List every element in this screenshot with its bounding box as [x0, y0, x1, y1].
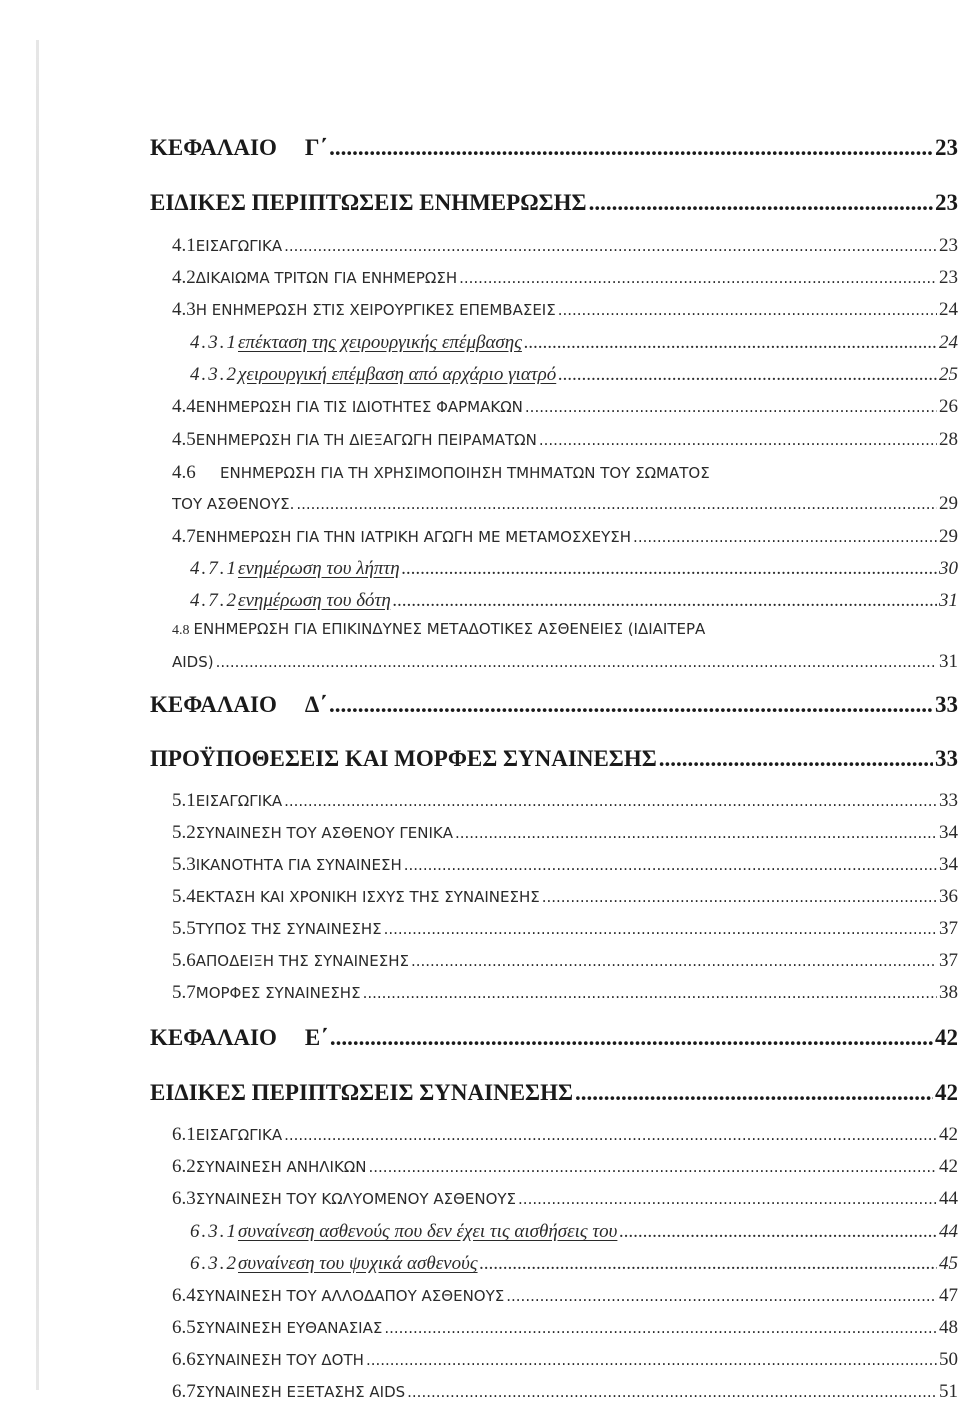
section-entry — [172, 620, 958, 639]
entry-number: 4.3.1 — [190, 332, 238, 353]
dot-leader — [589, 190, 933, 216]
page-number: 23 — [939, 235, 958, 256]
page-number: 44 — [939, 1221, 958, 1242]
page-number: 30 — [939, 558, 958, 579]
section-entry — [172, 462, 958, 484]
entry-number: 5.4 — [172, 886, 196, 907]
entry-title: ΣΥΝΑΙΝΕΣΗ ΕΞΕΤΑΣΗΣ AIDS — [195, 1383, 406, 1401]
page-number: 50 — [939, 1349, 958, 1370]
dot-leader — [459, 269, 937, 287]
chapter-heading — [150, 135, 958, 161]
entry-number: 4.8 — [172, 623, 190, 638]
page-number: 24 — [939, 299, 958, 320]
section-entry-continuation — [172, 493, 958, 515]
dot-leader — [539, 431, 937, 449]
dot-leader — [411, 952, 937, 970]
dot-leader — [296, 495, 937, 513]
entry-number: 5.3 — [172, 854, 196, 875]
entry-title: ΕΚΤΑΣΗ ΚΑΙ ΧΡΟΝΙΚΗ ΙΣΧΥΣ ΤΗΣ ΣΥΝΑΙΝΕΣΗΣ — [195, 888, 540, 906]
section-entry — [172, 429, 958, 451]
dot-leader — [384, 920, 937, 938]
entry-title: ΠΡΟΫΠΟΘΕΣΕΙΣ ΚΑΙ ΜΟΡΦΕΣ ΣΥΝΑΙΝΕΣΗΣ — [150, 746, 657, 771]
dot-leader — [369, 1158, 938, 1176]
entry-number: ΚΕΦΑΛΑΙΟ — [150, 1025, 277, 1050]
section-entry — [172, 886, 958, 908]
dot-leader — [558, 364, 937, 386]
section-entry — [172, 982, 958, 1004]
subsection-entry — [190, 332, 958, 354]
entry-number: 4.7.2 — [190, 590, 238, 611]
page-number: 38 — [939, 982, 958, 1003]
section-entry — [172, 822, 958, 844]
chapter-heading — [150, 692, 958, 718]
chapter-heading — [150, 1080, 958, 1106]
chapter-heading — [150, 746, 958, 772]
entry-title: ενημέρωση του λήπτη — [238, 558, 400, 579]
dot-leader — [393, 590, 937, 612]
section-entry — [172, 267, 958, 289]
dot-leader — [558, 301, 937, 319]
page-number: 24 — [939, 332, 958, 353]
dot-leader — [330, 1025, 933, 1051]
page-number: 37 — [939, 918, 958, 939]
entry-title: ΕΙΣΑΓΩΓΙΚΑ — [195, 792, 283, 810]
entry-title: ενημέρωση του δότη — [238, 590, 391, 611]
entry-title: ΕΙΣΑΓΩΓΙΚΑ — [195, 1126, 283, 1144]
page-number: 28 — [939, 429, 958, 450]
page-number: 45 — [939, 1253, 958, 1274]
page-number: 29 — [939, 526, 958, 547]
dot-leader — [329, 692, 933, 718]
entry-title: ΜΟΡΦΕΣ ΣΥΝΑΙΝΕΣΗΣ — [195, 984, 361, 1002]
entry-number: 6.1 — [172, 1124, 196, 1145]
entry-title: ΕΝΗΜΕΡΩΣΗ ΓΙΑ ΤΗΝ ΙΑΤΡΙΚΗ ΑΓΩΓΗ ΜΕ ΜΕΤΑΜΟΣΧΕΥΣΗ — [195, 528, 632, 546]
page-number: 23 — [939, 267, 958, 288]
section-entry — [172, 396, 958, 418]
dot-leader — [633, 528, 937, 546]
dot-leader — [216, 653, 937, 671]
dot-leader — [659, 746, 933, 772]
subsection-entry — [190, 364, 958, 386]
entry-number: 4.4 — [172, 396, 196, 417]
dot-leader — [402, 558, 937, 580]
page-number: 31 — [939, 651, 958, 672]
page-number: 34 — [939, 854, 958, 875]
page-number: 31 — [939, 590, 958, 611]
entry-number: 4.7 — [172, 526, 196, 547]
entry-title: ΙΚΑΝΟΤΗΤΑ ΓΙΑ ΣΥΝΑΙΝΕΣΗ — [195, 856, 402, 874]
subsection-entry — [190, 590, 958, 612]
entry-title: ΕΙΔΙΚΕΣ ΠΕΡΙΠΤΩΣΕΙΣ ΣΥΝΑΙΝΕΣΗΣ — [150, 1080, 573, 1105]
section-entry-continuation — [172, 651, 958, 673]
entry-title: ΣΥΝΑΙΝΕΣΗ ΤΟΥ ΔΟΤΗ — [195, 1351, 364, 1369]
entry-title: χειρουργική επέμβαση από αρχάριο γιατρό — [238, 364, 557, 385]
entry-title: ΕΝΗΜΕΡΩΣΗ ΓΙΑ ΤΗ ΧΡΗΣΙΜΟΠΟΙΗΣΗ ΤΜΗΜΑΤΩΝ ΤΟΥ ΣΩΜΑΤΟΣ — [220, 464, 710, 482]
entry-title: ΕΝΗΜΕΡΩΣΗ ΓΙΑ ΕΠΙΚΙΝΔΥΝΕΣ ΜΕΤΑΔΟΤΙΚΕΣ ΑΣΘΕΝΕΙΕΣ (ΙΔΙΑΙΤΕΡΑ — [193, 620, 706, 638]
entry-title: επέκταση της χειρουργικής επέμβασης — [238, 332, 522, 353]
entry-title: ΕΙΣΑΓΩΓΙΚΑ — [195, 237, 283, 255]
entry-number: 4.1 — [172, 235, 196, 256]
entry-title: ΤΥΠΟΣ ΤΗΣ ΣΥΝΑΙΝΕΣΗΣ — [195, 920, 382, 938]
entry-title: ΣΥΝΑΙΝΕΣΗ ΑΝΗΛΙΚΩΝ — [195, 1158, 367, 1176]
page-number: 42 — [935, 1025, 958, 1050]
page-number: 29 — [939, 493, 958, 514]
entry-number: 5.7 — [172, 982, 196, 1003]
entry-number: 4.7.1 — [190, 558, 238, 579]
page-number: 33 — [935, 746, 958, 771]
section-entry — [172, 1285, 958, 1307]
entry-title: ΣΥΝΑΙΝΕΣΗ ΕΥΘΑΝΑΣΙΑΣ — [195, 1319, 383, 1337]
entry-number: 4.3 — [172, 299, 196, 320]
section-entry — [172, 299, 958, 321]
dot-leader — [284, 1126, 937, 1144]
page-number: 44 — [939, 1188, 958, 1209]
section-entry — [172, 1188, 958, 1210]
entry-number: ΚΕΦΑΛΑΙΟ — [150, 692, 277, 717]
page-number: 33 — [939, 790, 958, 811]
entry-number: 4.3.2 — [190, 364, 238, 385]
entry-number: 5.5 — [172, 918, 196, 939]
dot-leader — [284, 792, 937, 810]
dot-leader — [284, 237, 937, 255]
page-number: 48 — [939, 1317, 958, 1338]
entry-title: συναίνεση ασθενούς που δεν έχει τις αισθήσεις του — [238, 1221, 618, 1242]
page-number: 36 — [939, 886, 958, 907]
section-entry — [172, 1349, 958, 1371]
entry-number: 6.6 — [172, 1349, 196, 1370]
entry-number: 6.3 — [172, 1188, 196, 1209]
entry-number: 5.1 — [172, 790, 196, 811]
dot-leader — [480, 1253, 937, 1275]
dot-leader — [542, 888, 937, 906]
page-number: 51 — [939, 1381, 958, 1402]
entry-title: ΕΝΗΜΕΡΩΣΗ ΓΙΑ ΤΙΣ ΙΔΙΟΤΗΤΕΣ ΦΑΡΜΑΚΩΝ — [195, 398, 523, 416]
section-entry — [172, 1156, 958, 1178]
entry-number: ΚΕΦΑΛΑΙΟ — [150, 135, 277, 160]
entry-title: ΑΠΟΔΕΙΞΗ ΤΗΣ ΣΥΝΑΙΝΕΣΗΣ — [195, 952, 409, 970]
subsection-entry — [190, 558, 958, 580]
entry-number: 6.4 — [172, 1285, 196, 1306]
section-entry — [172, 1124, 958, 1146]
page-number: 23 — [935, 190, 958, 215]
dot-leader — [518, 1190, 937, 1208]
entry-number: 4.6 — [172, 462, 196, 483]
page-number: 42 — [935, 1080, 958, 1105]
entry-title: Γ΄ — [304, 135, 328, 160]
dot-leader — [575, 1080, 933, 1106]
entry-number: 6.5 — [172, 1317, 196, 1338]
entry-number: 6.7 — [172, 1381, 196, 1402]
section-entry — [172, 950, 958, 972]
section-entry — [172, 526, 958, 548]
subsection-entry — [190, 1253, 958, 1275]
dot-leader — [524, 332, 937, 354]
dot-leader — [455, 824, 937, 842]
dot-leader — [404, 856, 937, 874]
page-number: 42 — [939, 1124, 958, 1145]
dot-leader — [384, 1319, 937, 1337]
entry-title: ΕΙΔΙΚΕΣ ΠΕΡΙΠΤΩΣΕΙΣ ΕΝΗΜΕΡΩΣΗΣ — [150, 190, 587, 215]
section-entry — [172, 918, 958, 940]
section-entry — [172, 854, 958, 876]
entry-title: ΣΥΝΑΙΝΕΣΗ ΤΟΥ ΑΣΘΕΝΟΥ ΓΕΝΙΚΑ — [195, 824, 453, 842]
entry-title: ΣΥΝΑΙΝΕΣΗ ΤΟΥ ΚΩΛΥΟΜΕΝΟΥ ΑΣΘΕΝΟΥΣ — [195, 1190, 517, 1208]
page-number: 42 — [939, 1156, 958, 1177]
page-number: 34 — [939, 822, 958, 843]
entry-title: Δ΄ — [304, 692, 327, 717]
subsection-entry — [190, 1221, 958, 1243]
page-number: 37 — [939, 950, 958, 971]
page-number: 25 — [939, 364, 958, 385]
entry-title: Ε΄ — [304, 1025, 328, 1050]
page-number: 33 — [935, 692, 958, 717]
section-entry — [172, 1317, 958, 1339]
chapter-heading — [150, 1025, 958, 1051]
entry-title: ΕΝΗΜΕΡΩΣΗ ΓΙΑ ΤΗ ΔΙΕΞΑΓΩΓΗ ΠΕΙΡΑΜΑΤΩΝ — [195, 431, 537, 449]
dot-leader — [366, 1351, 937, 1369]
section-entry — [172, 790, 958, 812]
entry-title: Η ΕΝΗΜΕΡΩΣΗ ΣΤΙΣ ΧΕΙΡΟΥΡΓΙΚΕΣ ΕΠΕΜΒΑΣΕΙΣ — [195, 301, 556, 319]
entry-number: 6.3.2 — [190, 1253, 238, 1274]
entry-number: 5.6 — [172, 950, 196, 971]
entry-title: συναίνεση του ψυχικά ασθενούς — [238, 1253, 478, 1274]
entry-title: ΤΟΥ ΑΣΘΕΝΟΥΣ. — [172, 495, 295, 513]
dot-leader — [619, 1221, 937, 1243]
chapter-heading — [150, 190, 958, 216]
page-number: 23 — [935, 135, 958, 160]
entry-title: AIDS) — [172, 653, 214, 671]
dot-leader — [506, 1287, 937, 1305]
dot-leader — [329, 135, 933, 161]
page-number: 26 — [939, 396, 958, 417]
dot-leader — [407, 1383, 937, 1401]
entry-title: ΔΙΚΑΙΩΜΑ ΤΡΙΤΩΝ ΓΙΑ ΕΝΗΜΕΡΩΣΗ — [195, 269, 458, 287]
dot-leader — [525, 398, 937, 416]
entry-title: ΣΥΝΑΙΝΕΣΗ ΤΟΥ ΑΛΛΟΔΑΠΟΥ ΑΣΘΕΝΟΥΣ — [195, 1287, 505, 1305]
entry-number: 6.2 — [172, 1156, 196, 1177]
section-entry — [172, 235, 958, 257]
entry-number: 5.2 — [172, 822, 196, 843]
dot-leader — [363, 984, 937, 1002]
entry-number: 4.5 — [172, 429, 196, 450]
entry-number: 6.3.1 — [190, 1221, 238, 1242]
section-entry — [172, 1381, 958, 1403]
entry-number: 4.2 — [172, 267, 196, 288]
page-number: 47 — [939, 1285, 958, 1306]
